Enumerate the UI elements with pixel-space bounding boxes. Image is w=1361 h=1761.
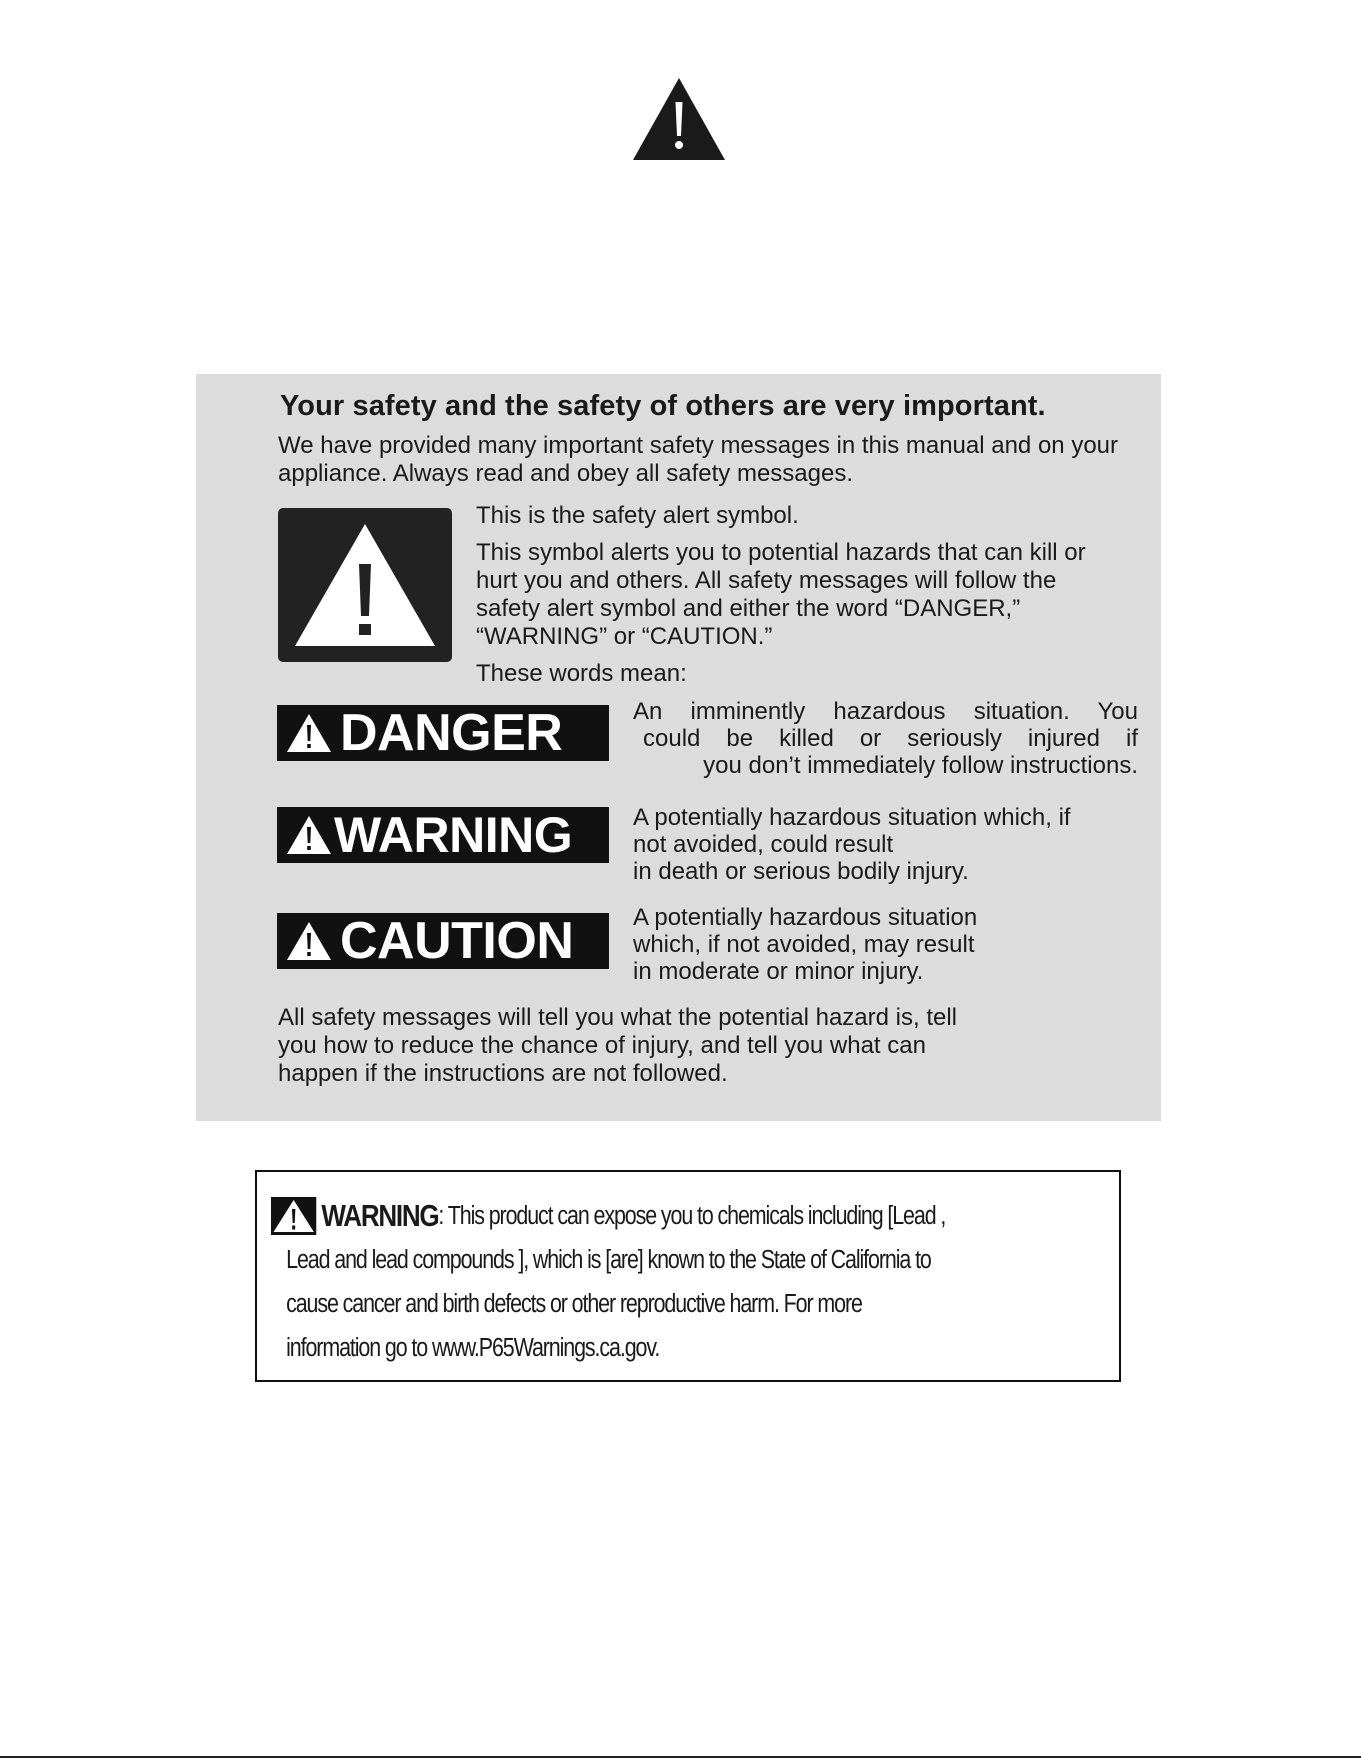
closing-line: happen if the instructions are not followed. <box>278 1060 728 1087</box>
prop65-warning-label: WARNING <box>321 1198 439 1233</box>
warning-description-line: A potentially hazardous situation which, if <box>633 804 1071 831</box>
safety-info-panel <box>196 374 1161 1121</box>
warning-triangle-icon <box>271 1197 316 1235</box>
closing-line: All safety messages will tell you what the potential hazard is, tell <box>278 1004 957 1031</box>
page-bottom-rule <box>0 1756 1361 1758</box>
warning-description <box>633 804 1138 885</box>
prop65-line-text: : This product can expose you to chemicals including [Lead , <box>438 1202 946 1230</box>
alert-symbol-title: This is the safety alert symbol. <box>476 502 799 529</box>
warning-triangle-icon <box>286 815 332 855</box>
danger-description-line: could be killed or seriously injured if <box>643 725 1138 752</box>
safety-intro: We have provided many important safety messages in this manual and on your appliance. Always read and obey all safety messages. <box>278 432 1118 487</box>
prop65-warning-box <box>255 1170 1121 1382</box>
prop65-line <box>271 1194 1111 1238</box>
danger-word: DANGER <box>340 705 563 761</box>
warning-word: WARNING <box>334 807 573 863</box>
safety-closing-text <box>278 1004 1078 1088</box>
alert-symbol-body: This symbol alerts you to potential hazards that can kill or hurt you and others. All safety messages will follow the safety alert symbol and either the word “DANGER,” “WARNING” or “CAUTION.” <box>476 539 1086 650</box>
safety-headline: Your safety and the safety of others are very important. <box>280 390 1046 422</box>
caution-signal-label <box>277 913 609 969</box>
words-mean-label: These words mean: <box>476 660 687 687</box>
danger-description-line: An imminently hazardous situation. You <box>633 698 1138 725</box>
warning-triangle-icon <box>633 78 725 160</box>
danger-description-line: you don’t immediately follow instructions. <box>703 752 1138 779</box>
warning-description-line: in death or serious bodily injury. <box>633 858 969 885</box>
prop65-line: Lead and lead compounds ], which is [are] known to the State of California to <box>286 1246 931 1274</box>
prop65-line: cause cancer and birth defects or other reproductive harm. For more <box>286 1290 862 1318</box>
alert-symbol-explanation <box>476 502 1116 697</box>
prop65-line: information go to www.P65Warnings.ca.gov. <box>286 1334 660 1362</box>
caution-word: CAUTION <box>340 913 574 969</box>
safety-alert-symbol-icon <box>292 520 438 650</box>
caution-description <box>633 904 1138 985</box>
caution-description-line: which, if not avoided, may result <box>633 931 975 958</box>
caution-description-line: A potentially hazardous situation <box>633 904 978 931</box>
danger-description <box>633 698 1138 779</box>
caution-description-line: in moderate or minor injury. <box>633 958 924 985</box>
safety-alert-tile <box>278 508 452 662</box>
warning-triangle-icon <box>286 921 332 961</box>
prop65-warning-text <box>271 1194 1111 1370</box>
closing-line: you how to reduce the chance of injury, and tell you what can <box>278 1032 926 1059</box>
warning-triangle-icon <box>286 713 332 753</box>
warning-description-line: not avoided, could result <box>633 831 894 858</box>
warning-signal-label <box>277 807 609 863</box>
danger-signal-label <box>277 705 609 761</box>
